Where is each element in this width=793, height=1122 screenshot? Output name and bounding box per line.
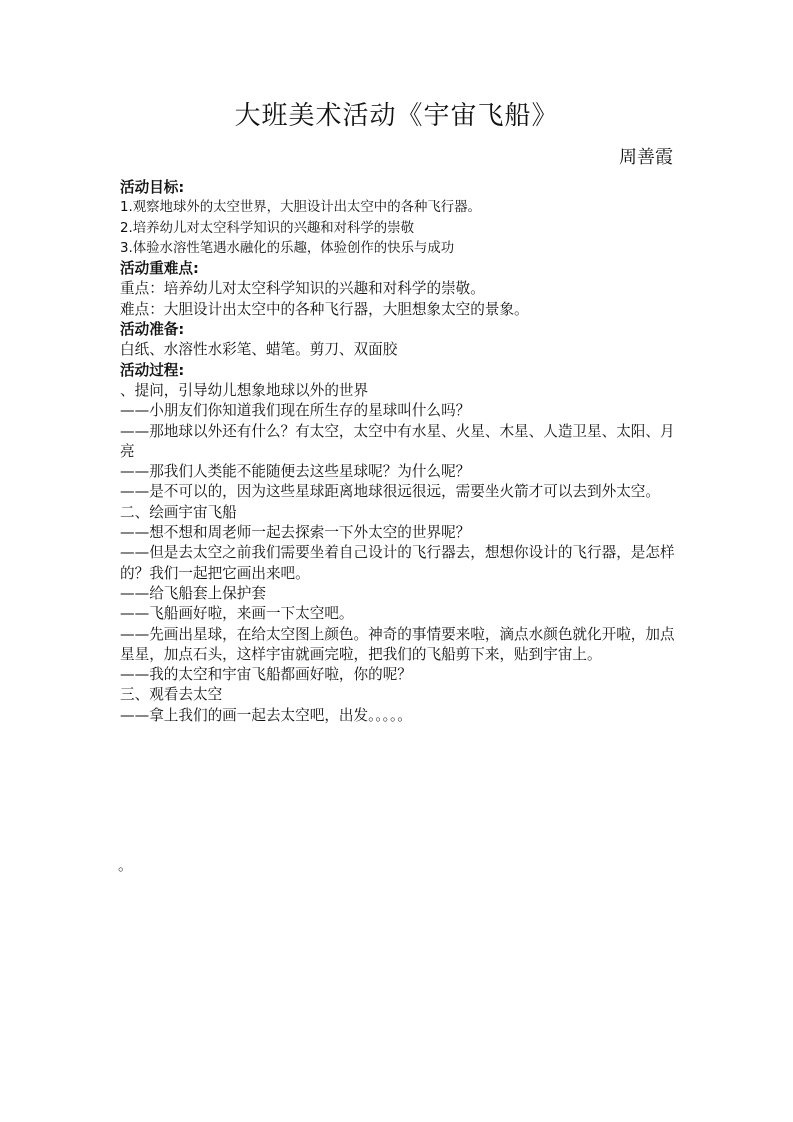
body-line: ——我的太空和宇宙飞船都画好啦，你的呢？ (120, 666, 412, 684)
body-line: ——那地球以外还有什么？有太空，太空中有水星、火星、木星、人造卫星、太阳、月亮 (120, 422, 675, 460)
body-line: ——飞船画好啦，来画一下太空吧。 (120, 605, 354, 623)
section-heading: 活动准备: (120, 321, 185, 339)
document-body (120, 178, 676, 726)
document-title: 大班美术活动《宇宙飞船》 (234, 101, 559, 131)
section-heading: 活动重难点: (120, 260, 199, 278)
body-line: ——拿上我们的画一起去太空吧，出发。。。。。 (120, 706, 412, 724)
body-line: ——那我们人类能不能随便去这些星球呢？为什么呢？ (120, 463, 471, 481)
body-line: ——小朋友们你知道我们现在所生存的星球叫什么吗？ (120, 402, 471, 420)
body-line: 难点：大胆设计出太空中的各种飞行器，大胆想象太空的景象。 (120, 300, 529, 318)
body-line: ——给飞船套上保护套 (120, 584, 266, 602)
body-line: 重点：培养幼儿对太空科学知识的兴趣和对科学的崇敬。 (120, 280, 485, 298)
body-line: 白纸、水溶性水彩笔、蜡笔。剪刀、双面胶 (120, 341, 398, 359)
body-line: 3.体验水溶性笔遇水融化的乐趣，体验创作的快乐与成功 (120, 240, 455, 256)
body-line: ——是不可以的，因为这些星球距离地球很远很远，需要坐火箭才可以去到外太空。 (120, 483, 660, 501)
section-heading: 活动目标: (120, 179, 185, 196)
body-line: 三、观看去太空 (120, 686, 223, 704)
body-line: ——想不想和周老师一起去探索一下外太空的世界呢？ (120, 524, 471, 542)
section-heading: 活动过程: (120, 361, 185, 379)
body-line: 二、绘画宇宙飞船 (120, 503, 237, 521)
body-line: 、提问，引导幼儿想象地球以外的世界 (120, 381, 369, 399)
body-line: 2.培养幼儿对太空科学知识的兴趣和对科学的崇敬 (120, 220, 414, 236)
trailing-mark: 。 (118, 857, 133, 874)
body-line: 1.观察地球外的太空世界，大胆设计出太空中的各种飞行器。 (120, 200, 481, 216)
body-line: ——先画出星球，在给太空图上颜色。神奇的事情要来啦，滴点水颜色就化开啦，加点星星，加点石头，这样宇宙就画完啦，把我们的飞船剪下来，贴到宇宙上。 (120, 625, 675, 663)
author-name: 周善霞 (619, 147, 673, 168)
body-line: ——但是去太空之前我们需要坐着自己设计的飞行器去，想想你设计的飞行器，是怎样的？我们一起把它画出来吧。 (120, 544, 675, 582)
